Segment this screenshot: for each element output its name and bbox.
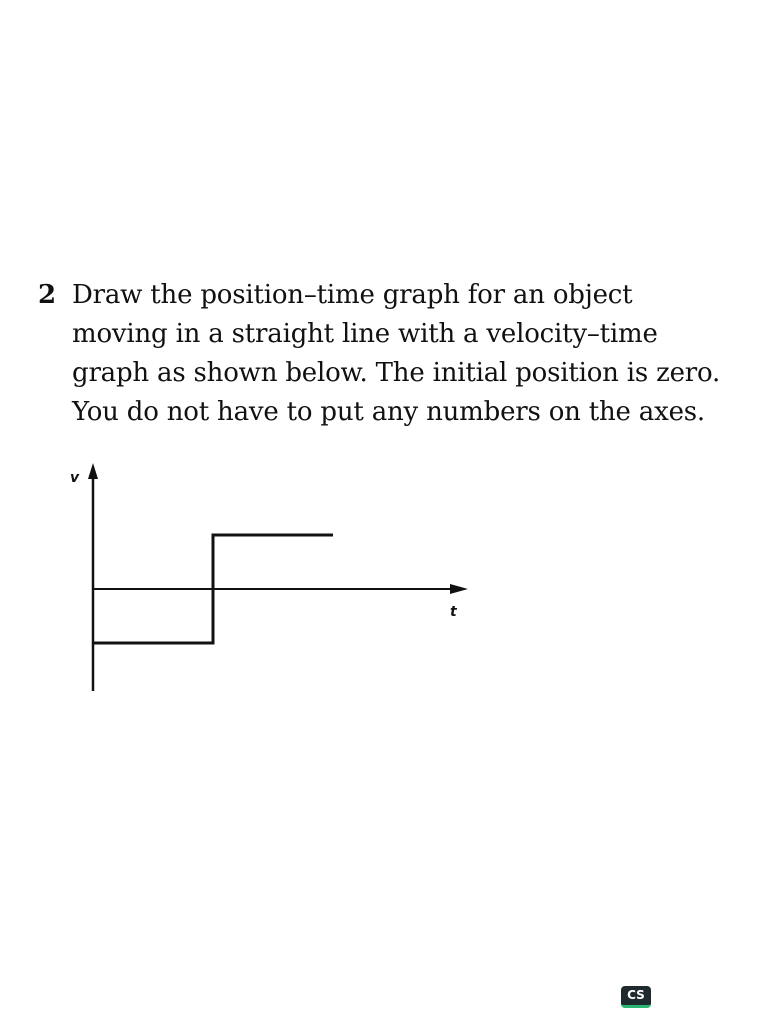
y-axis-label: v (70, 470, 80, 486)
question-line-2: moving in a straight line with a velocity–time (72, 319, 658, 349)
velocity-time-graph (60, 455, 480, 695)
question-line-1: Draw the position–time graph for an object (72, 280, 633, 310)
question-line-3: graph as shown below. The initial position is zero. (72, 358, 721, 388)
question-line-4: You do not have to put any numbers on the axes. (72, 397, 705, 427)
question-text (72, 276, 732, 432)
x-axis-label: t (450, 604, 457, 620)
y-axis-arrowhead (88, 463, 98, 479)
camscanner-watermark: CS (621, 986, 651, 1008)
x-axis-arrowhead (450, 584, 468, 594)
question-number: 2 (38, 280, 57, 310)
